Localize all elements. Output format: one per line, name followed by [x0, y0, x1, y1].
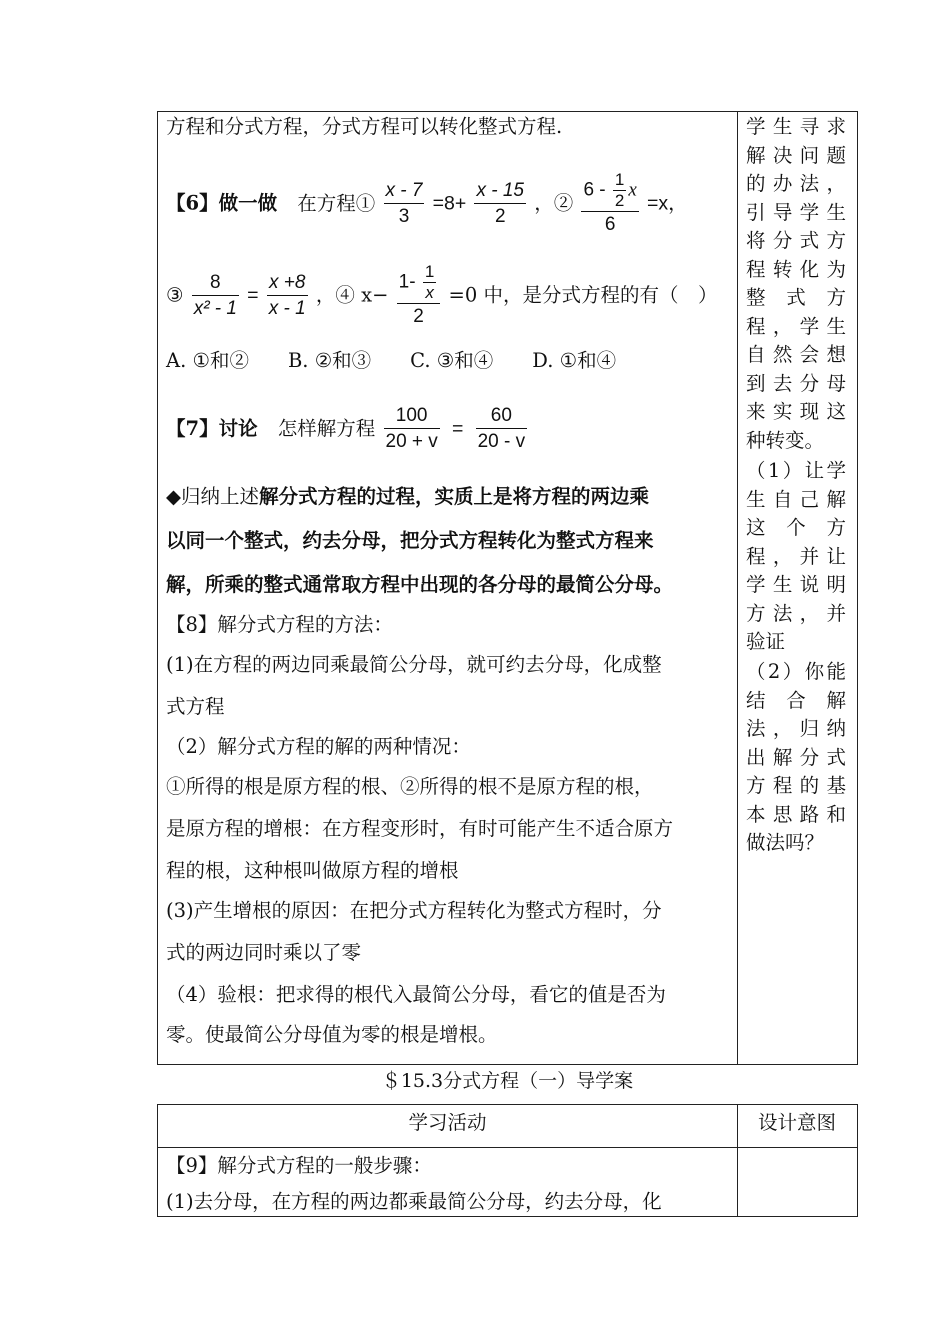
summary-lead: ◆归纳上述 — [166, 485, 259, 508]
equation-separator: ，② — [534, 191, 574, 215]
inner-fraction — [613, 170, 626, 211]
fraction-numerator: 100 — [395, 405, 428, 426]
method-8-step-1b: 式方程 — [166, 695, 225, 718]
side-line: 的办法， — [746, 172, 846, 195]
equation-1-left-fraction — [384, 179, 425, 230]
fraction-denominator: x² - 1 — [192, 295, 239, 322]
method-8-step-1a: (1)在方程的两边同乘最简公分母，就可约去分母，化成整 — [166, 653, 662, 676]
method-8-step-2c: 程的根，这种根叫做原方程的增根 — [166, 859, 459, 882]
side-line: 方法，并 — [746, 602, 846, 625]
complex-numerator-lead: 1- — [398, 271, 416, 293]
discussion-7 — [166, 404, 529, 455]
fraction-numerator: x +8 — [269, 271, 306, 293]
exercise-6 — [166, 170, 688, 238]
inner-numerator: 1 — [614, 170, 625, 189]
side-line: 验证 — [746, 630, 786, 653]
complex-numerator — [581, 170, 638, 211]
side-line: （2）你能 — [746, 660, 846, 683]
variable-x: x — [628, 179, 637, 201]
fraction-numerator: 8 — [210, 271, 221, 293]
equals-sign: = — [452, 418, 464, 440]
header-design-intent: 设计意图 — [757, 1111, 836, 1134]
method-8-step-2a: ①所得的根是原方程的根、②所得的根不是原方程的根， — [166, 775, 654, 798]
equation-separator: ，④ x− — [315, 283, 389, 307]
side-line: 将分式方 — [746, 229, 846, 252]
fraction-numerator: 60 — [490, 405, 512, 426]
complex-numerator — [397, 262, 441, 303]
complex-denominator: 2 — [397, 303, 441, 330]
equation-1-right-fraction — [474, 179, 526, 230]
summary-line-2: 以同一个整式，约去分母，把分式方程转化为整式方程来 — [166, 529, 654, 552]
discussion-7-text: 怎样解方程 — [277, 417, 376, 440]
equation-3-right-fraction — [267, 271, 308, 322]
exercise-6-line-2 — [166, 262, 717, 330]
header-learning-activity: 学习活动 — [408, 1111, 487, 1134]
table-caption: ＄15.3分式方程（一）导学案 — [381, 1070, 634, 1092]
inner-denominator: x — [423, 282, 436, 303]
fraction-denominator: 3 — [384, 203, 425, 230]
column-divider — [737, 112, 738, 1064]
fraction-denominator: x - 1 — [267, 295, 308, 322]
side-line: 结 合 解 — [746, 689, 846, 712]
exercise-6-question: =0 中，是分式方程的有（ ） — [448, 283, 718, 307]
equals-sign: = — [247, 284, 259, 307]
method-8-step-4b: 零。使最简公分母值为零的根是增根。 — [166, 1023, 498, 1046]
discussion-left-fraction — [384, 404, 440, 455]
side-line: 来实现这 — [746, 400, 846, 423]
side-line: 引导学生 — [746, 201, 846, 224]
side-line: 整 式 方 — [746, 286, 846, 309]
side-line: 到去分母 — [746, 372, 846, 395]
fraction-denominator: 20 - v — [476, 428, 528, 455]
equation-2-complex-fraction — [581, 170, 638, 238]
header-divider — [158, 1147, 857, 1148]
side-line: 方程的基 — [746, 774, 846, 797]
summary-line-3: 解，所乘的整式通常取方程中出现的各分母的最简公分母。 — [166, 573, 674, 596]
steps-9-step-1: (1)去分母，在方程的两边都乘最简公分母，约去分母，化 — [166, 1190, 662, 1213]
fraction-numerator: x - 15 — [476, 179, 525, 201]
exercise-6-text: 在方程① — [297, 191, 376, 215]
fraction-denominator: 2 — [474, 203, 526, 230]
side-line: 学生寻求 — [746, 115, 846, 138]
side-line: 学生说明 — [746, 573, 846, 596]
exercise-6-tag: 【6】做一做 — [166, 191, 278, 215]
summary-bold-text: 解分式方程的过程，实质上是将方程的两边乘 — [259, 485, 650, 508]
answer-options: A. ①和② B. ②和③ C. ③和④ D. ①和④ — [166, 349, 617, 372]
inner-fraction — [423, 262, 436, 303]
method-8-step-3a: (3)产生增根的原因：在把分式方程转化为整式方程时，分 — [166, 899, 662, 922]
side-line: 出解分式 — [746, 746, 846, 769]
equation-3-left-fraction — [192, 271, 239, 322]
text-line: 方程和分式方程，分式方程可以转化整式方程. — [166, 115, 563, 138]
side-line: 这 个 方 — [746, 516, 846, 539]
equation-1-middle: =8+ — [432, 192, 467, 215]
method-8-step-4a: （4）验根：把求得的根代入最简公分母，看它的值是否为 — [166, 983, 666, 1006]
side-line: 自然会想 — [746, 343, 846, 366]
summary-line-1 — [166, 484, 649, 510]
side-line: （1）让学 — [746, 459, 846, 482]
method-8-step-2: （2）解分式方程的解的两种情况： — [166, 735, 471, 758]
circle-3: ③ — [166, 283, 184, 307]
side-line: 程转化为 — [746, 258, 846, 281]
complex-numerator-lead: 6 - — [583, 179, 606, 201]
inner-numerator: 1 — [424, 262, 435, 281]
discussion-right-fraction — [476, 404, 528, 455]
discussion-7-tag: 【7】讨论 — [166, 417, 258, 440]
activity-table-lower — [157, 1104, 858, 1217]
fraction-denominator: 20 + v — [384, 428, 440, 455]
side-line: 程，学生 — [746, 315, 846, 338]
complex-denominator: 6 — [581, 211, 638, 238]
side-line: 本思路和 — [746, 803, 846, 826]
fraction-numerator: x - 7 — [385, 179, 423, 201]
steps-9-heading: 【9】解分式方程的一般步骤： — [166, 1154, 432, 1177]
method-8-step-2b: 是原方程的增根：在方程变形时，有时可能产生不适合原方 — [166, 817, 674, 840]
side-line: 解决问题 — [746, 144, 846, 167]
side-line: 程，并让 — [746, 545, 846, 568]
equation-4-complex-fraction — [397, 262, 441, 330]
activity-table-upper — [157, 111, 858, 1065]
method-8-heading: 【8】解分式方程的方法： — [166, 613, 393, 636]
inner-denominator: 2 — [614, 191, 625, 210]
side-line: 做法吗？ — [746, 831, 825, 854]
side-line: 法，归纳 — [746, 717, 846, 740]
method-8-step-3b: 式的两边同时乘以了零 — [166, 941, 362, 964]
side-line: 种转变。 — [746, 429, 825, 452]
side-line: 生自己解 — [746, 488, 846, 511]
equation-2-end: =x， — [647, 192, 688, 215]
